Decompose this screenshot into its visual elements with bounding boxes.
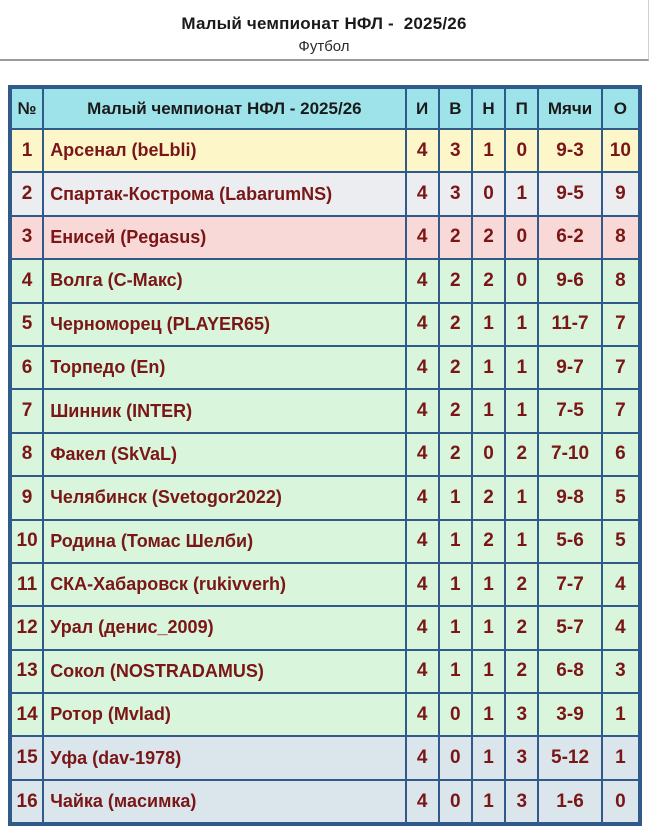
cell-team: Чайка (масимка) [44,781,404,822]
cell-won: 0 [440,781,471,822]
cell-team: СКА-Хабаровск (rukivverh) [44,564,404,605]
table-row [12,694,638,735]
cell-won: 2 [440,217,471,258]
cell-lost: 1 [506,477,537,518]
cell-position: 6 [12,347,42,388]
cell-position: 16 [12,781,42,822]
cell-points: 8 [603,217,638,258]
cell-drawn: 1 [473,607,504,648]
cell-position: 4 [12,260,42,301]
table-row [12,607,638,648]
cell-lost: 3 [506,737,537,778]
cell-won: 3 [440,173,471,214]
cell-played: 4 [407,737,438,778]
cell-played: 4 [407,434,438,475]
cell-drawn: 1 [473,390,504,431]
table-row [12,390,638,431]
cell-position: 3 [12,217,42,258]
cell-played: 4 [407,217,438,258]
cell-goals: 7-5 [539,390,600,431]
cell-team: Енисей (Pegasus) [44,217,404,258]
cell-team: Спартак-Кострома (LabarumNS) [44,173,404,214]
table-row [12,651,638,692]
cell-points: 7 [603,390,638,431]
cell-won: 1 [440,651,471,692]
cell-played: 4 [407,651,438,692]
cell-position: 15 [12,737,42,778]
cell-drawn: 1 [473,304,504,345]
cell-team: Уфа (dav-1978) [44,737,404,778]
cell-goals: 6-2 [539,217,600,258]
cell-position: 14 [12,694,42,735]
page-header [0,0,649,61]
cell-points: 10 [603,130,638,171]
cell-played: 4 [407,607,438,648]
cell-played: 4 [407,173,438,214]
cell-position: 1 [12,130,42,171]
cell-lost: 2 [506,564,537,605]
cell-lost: 1 [506,304,537,345]
cell-goals: 7-10 [539,434,600,475]
cell-points: 1 [603,737,638,778]
cell-played: 4 [407,130,438,171]
cell-position: 11 [12,564,42,605]
cell-points: 7 [603,304,638,345]
cell-position: 2 [12,173,42,214]
cell-won: 1 [440,607,471,648]
column-header-played: И [407,89,438,128]
cell-goals: 5-7 [539,607,600,648]
cell-won: 2 [440,304,471,345]
table-header-row [12,89,638,128]
cell-won: 2 [440,347,471,388]
cell-drawn: 1 [473,737,504,778]
cell-points: 4 [603,564,638,605]
cell-drawn: 1 [473,564,504,605]
cell-goals: 11-7 [539,304,600,345]
cell-position: 10 [12,521,42,562]
cell-position: 8 [12,434,42,475]
cell-team: Шинник (INTER) [44,390,404,431]
cell-points: 4 [603,607,638,648]
cell-position: 9 [12,477,42,518]
cell-played: 4 [407,260,438,301]
cell-played: 4 [407,477,438,518]
table-row [12,781,638,822]
column-header-team: Малый чемпионат НФЛ - 2025/26 [44,89,404,128]
cell-drawn: 2 [473,521,504,562]
cell-played: 4 [407,694,438,735]
cell-points: 7 [603,347,638,388]
standings-body [12,130,638,822]
cell-points: 1 [603,694,638,735]
cell-goals: 5-6 [539,521,600,562]
cell-team: Торпедо (En) [44,347,404,388]
cell-won: 1 [440,564,471,605]
cell-team: Сокол (NOSTRADAMUS) [44,651,404,692]
cell-goals: 5-12 [539,737,600,778]
cell-lost: 1 [506,347,537,388]
cell-position: 12 [12,607,42,648]
cell-drawn: 2 [473,477,504,518]
cell-won: 2 [440,260,471,301]
cell-won: 2 [440,434,471,475]
cell-lost: 1 [506,173,537,214]
table-row [12,260,638,301]
cell-drawn: 1 [473,651,504,692]
cell-goals: 9-3 [539,130,600,171]
cell-drawn: 1 [473,694,504,735]
cell-position: 7 [12,390,42,431]
cell-drawn: 2 [473,217,504,258]
cell-lost: 2 [506,651,537,692]
cell-lost: 0 [506,217,537,258]
table-row [12,434,638,475]
cell-lost: 0 [506,130,537,171]
cell-goals: 9-8 [539,477,600,518]
table-row [12,347,638,388]
cell-played: 4 [407,304,438,345]
cell-position: 5 [12,304,42,345]
cell-won: 2 [440,390,471,431]
cell-won: 3 [440,130,471,171]
column-header-lost: П [506,89,537,128]
cell-played: 4 [407,347,438,388]
cell-won: 1 [440,521,471,562]
cell-team: Родина (Томас Шелби) [44,521,404,562]
cell-lost: 2 [506,607,537,648]
cell-goals: 1-6 [539,781,600,822]
cell-played: 4 [407,781,438,822]
cell-team: Факел (SkVaL) [44,434,404,475]
cell-drawn: 2 [473,260,504,301]
cell-team: Челябинск (Svetogor2022) [44,477,404,518]
cell-drawn: 0 [473,173,504,214]
table-row [12,564,638,605]
cell-goals: 9-7 [539,347,600,388]
column-header-won: В [440,89,471,128]
table-row [12,173,638,214]
cell-drawn: 1 [473,347,504,388]
cell-goals: 6-8 [539,651,600,692]
column-header-goals: Мячи [539,89,600,128]
cell-goals: 3-9 [539,694,600,735]
cell-points: 3 [603,651,638,692]
cell-lost: 3 [506,694,537,735]
cell-played: 4 [407,521,438,562]
standings-table [10,87,640,824]
cell-team: Волга (С-Макс) [44,260,404,301]
cell-position: 13 [12,651,42,692]
table-row [12,737,638,778]
standings-table-container [8,85,642,826]
cell-goals: 7-7 [539,564,600,605]
page-subtitle: Футбол [298,38,350,55]
table-row [12,521,638,562]
cell-goals: 9-5 [539,173,600,214]
cell-played: 4 [407,564,438,605]
column-header-drawn: Н [473,89,504,128]
cell-lost: 1 [506,521,537,562]
cell-lost: 1 [506,390,537,431]
cell-team: Арсенал (beLbli) [44,130,404,171]
cell-played: 4 [407,390,438,431]
cell-points: 9 [603,173,638,214]
cell-lost: 3 [506,781,537,822]
cell-points: 8 [603,260,638,301]
cell-goals: 9-6 [539,260,600,301]
table-row [12,477,638,518]
cell-lost: 0 [506,260,537,301]
table-row [12,130,638,171]
table-row [12,304,638,345]
cell-points: 6 [603,434,638,475]
table-row [12,217,638,258]
cell-drawn: 1 [473,781,504,822]
cell-points: 5 [603,477,638,518]
cell-team: Урал (денис_2009) [44,607,404,648]
cell-won: 1 [440,477,471,518]
column-header-position: № [12,89,42,128]
cell-points: 0 [603,781,638,822]
cell-team: Ротор (Mvlad) [44,694,404,735]
column-header-points: О [603,89,638,128]
cell-team: Черноморец (PLAYER65) [44,304,404,345]
cell-won: 0 [440,694,471,735]
cell-drawn: 1 [473,130,504,171]
cell-lost: 2 [506,434,537,475]
page-title: Малый чемпионат НФЛ - 2025/26 [181,14,467,33]
cell-points: 5 [603,521,638,562]
cell-drawn: 0 [473,434,504,475]
cell-won: 0 [440,737,471,778]
